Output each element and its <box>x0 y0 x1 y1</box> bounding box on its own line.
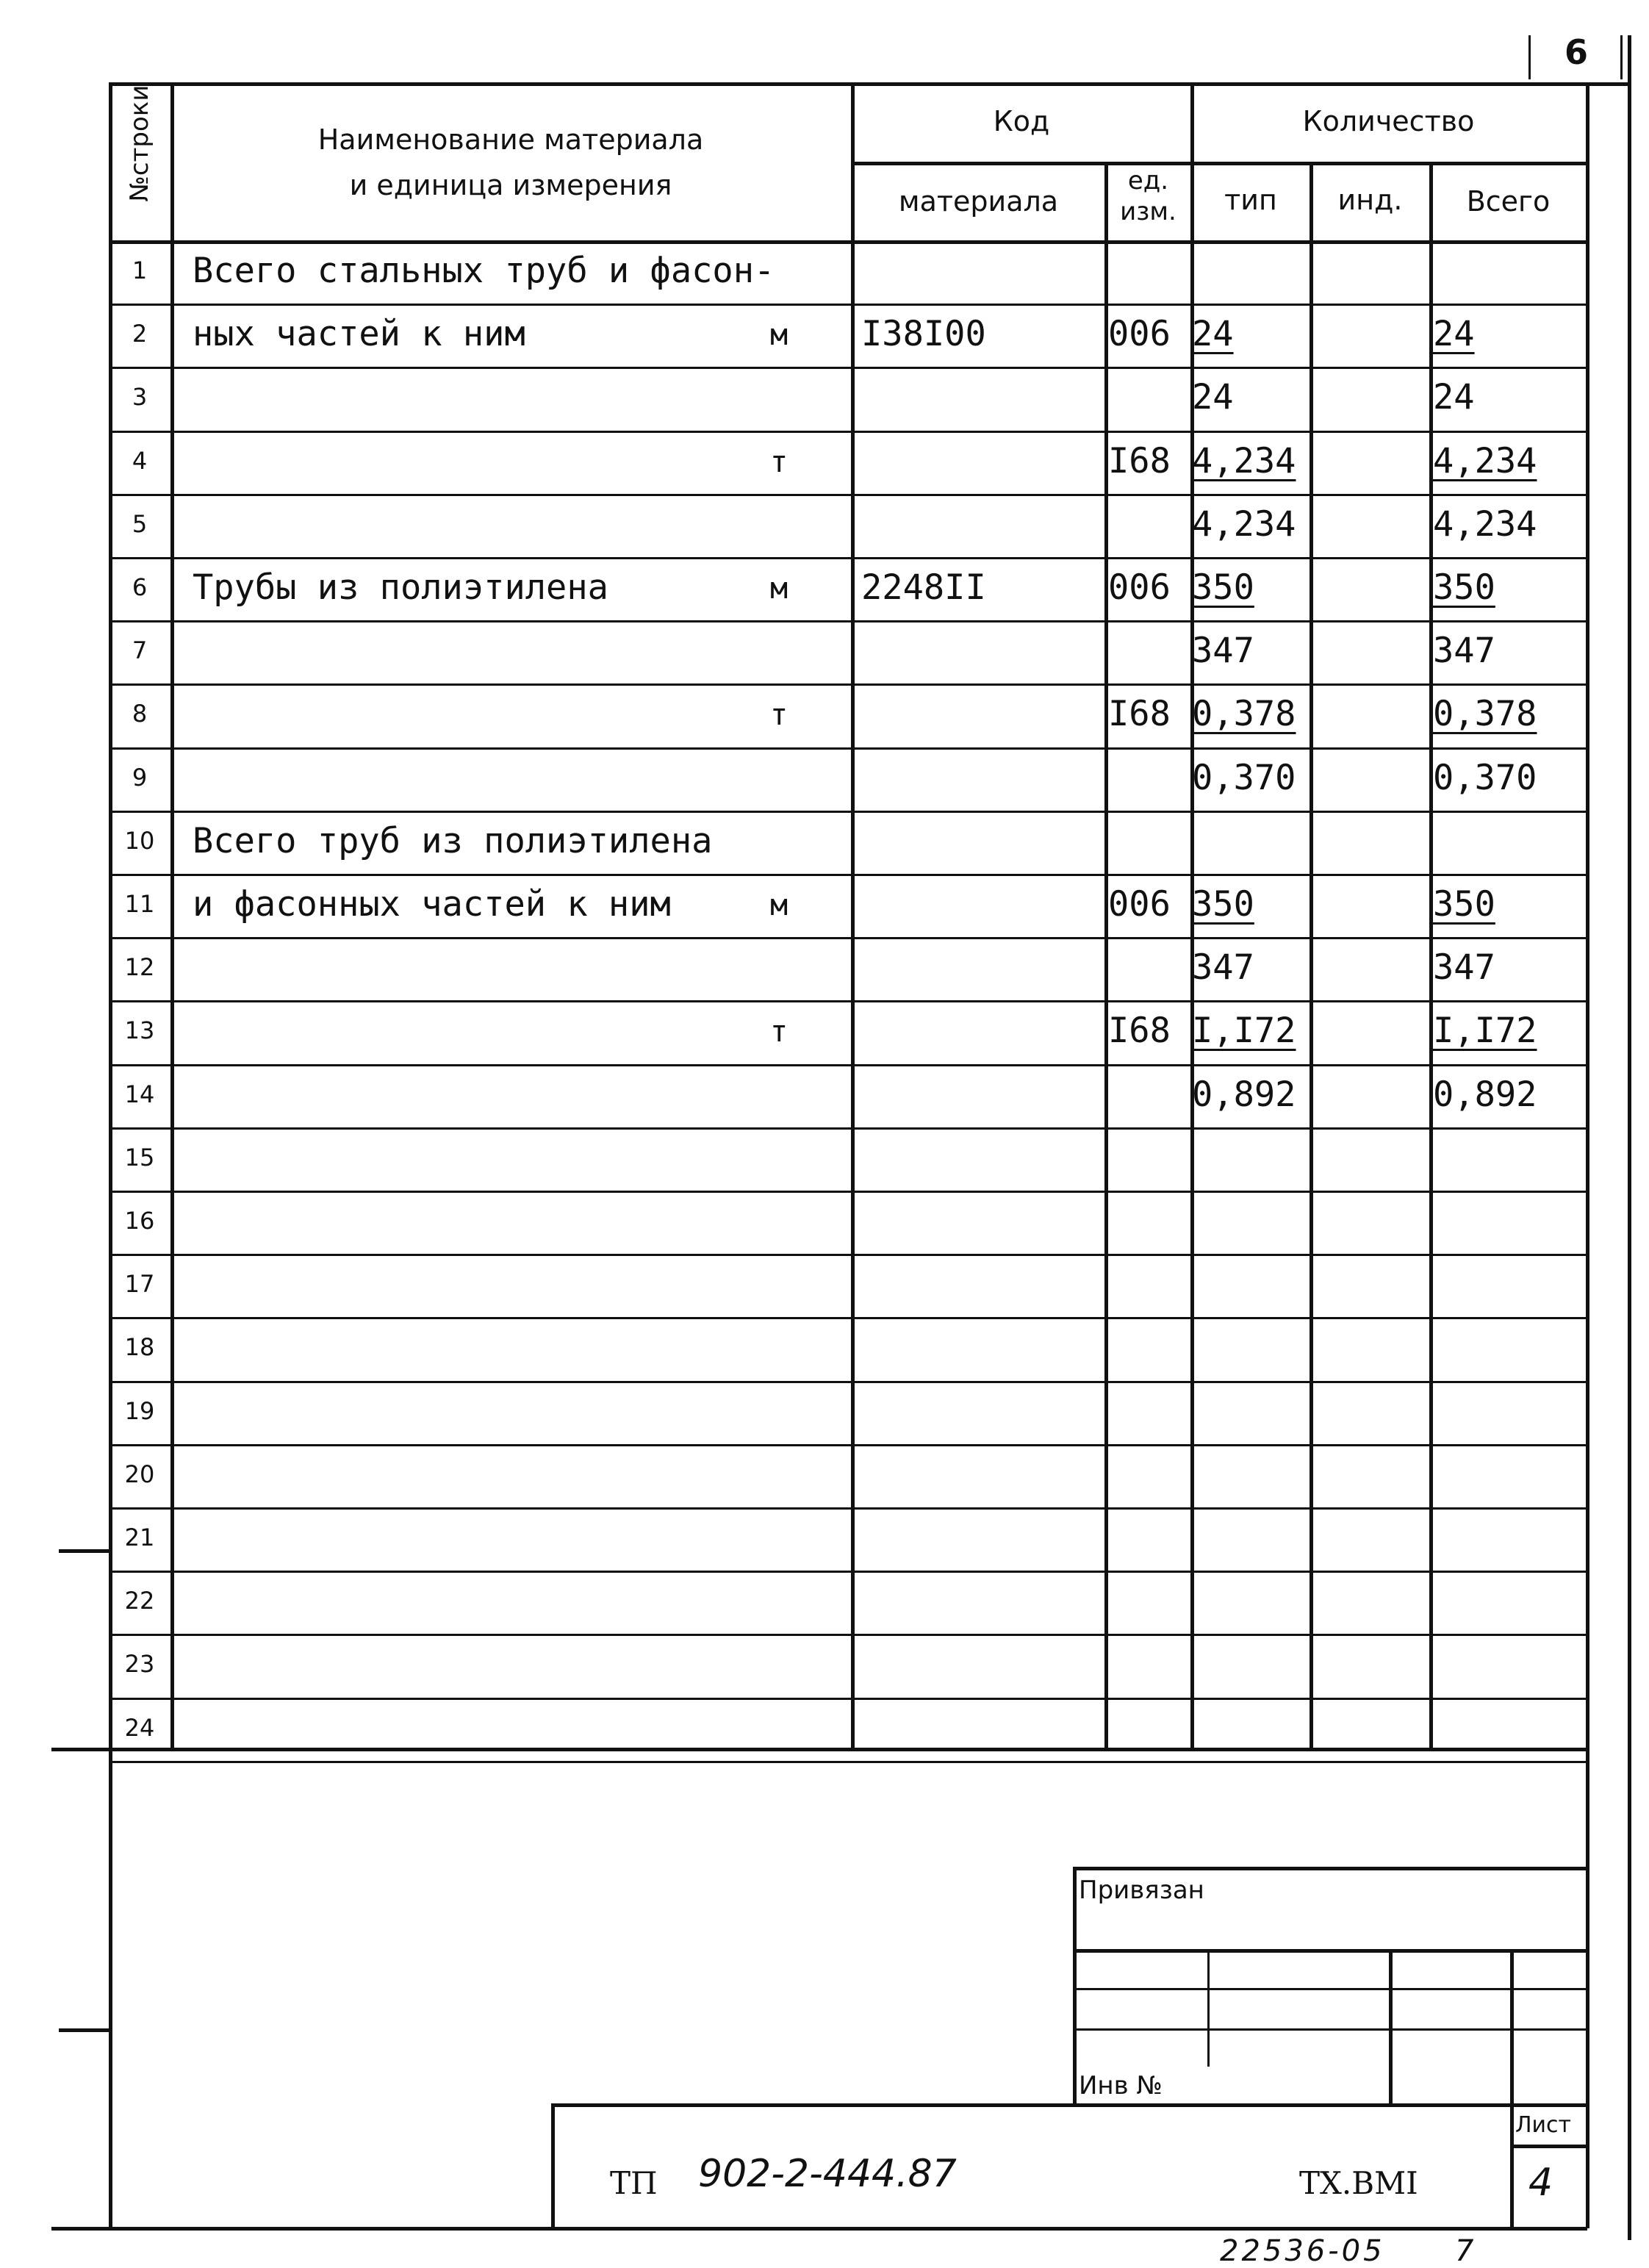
row-qty-total: I,I72 <box>1433 1011 1537 1051</box>
row-line <box>109 1761 1587 1763</box>
table-bottom <box>51 1748 1587 1751</box>
row-number: 17 <box>124 1270 155 1298</box>
row-qty-total: 24 <box>1433 377 1475 417</box>
frame-right <box>1586 82 1589 2228</box>
header-typ: тип <box>1224 184 1277 216</box>
row-number: 13 <box>124 1016 155 1044</box>
row-material-code: 2248II <box>861 567 986 608</box>
header-mid-line <box>851 162 1587 165</box>
header-unit-line2: изм. <box>1120 197 1176 226</box>
row-line <box>109 1634 1587 1636</box>
margin-tick-1 <box>59 1549 110 1553</box>
row-qty-total: 4,234 <box>1433 441 1537 481</box>
row-number: 11 <box>124 890 155 918</box>
stamp-col-1 <box>1207 1949 1210 2067</box>
row-unit-code: I68 <box>1108 441 1171 481</box>
row-qty-total: 350 <box>1433 884 1495 925</box>
row-line <box>109 1317 1587 1319</box>
row-qty-total: 24 <box>1433 314 1475 354</box>
row-unit: м <box>770 889 788 922</box>
row-line <box>109 937 1587 939</box>
row-number: 3 <box>132 383 148 411</box>
title-block-left <box>551 2103 555 2228</box>
row-line <box>109 367 1587 369</box>
stamp-doc-number: 902-2-444.87 <box>698 2152 957 2196</box>
col-line-typ <box>1310 162 1313 1749</box>
row-qty-typ: 24 <box>1192 314 1234 354</box>
row-unit-code: 006 <box>1108 314 1171 354</box>
row-qty-typ: 4,234 <box>1192 441 1296 481</box>
row-number: 6 <box>132 573 148 601</box>
page-number-box-right <box>1620 35 1623 79</box>
row-unit: м <box>770 572 788 606</box>
header-ind: инд. <box>1337 184 1403 216</box>
row-number: 8 <box>132 700 148 728</box>
header-name-line1: Наименование материала <box>317 123 704 156</box>
footer-number: 22536-05 <box>1220 2234 1385 2268</box>
row-qty-total: 0,892 <box>1433 1074 1537 1115</box>
page-number: 6 <box>1564 32 1588 72</box>
title-block-top <box>551 2103 1587 2107</box>
row-line <box>109 494 1587 496</box>
row-line <box>109 747 1587 750</box>
row-qty-typ: 0,378 <box>1192 694 1296 734</box>
header-quantity: Количество <box>1302 105 1475 137</box>
stamp-col-2 <box>1389 1949 1393 2103</box>
row-number: 20 <box>124 1460 155 1488</box>
row-number: 1 <box>132 256 148 284</box>
row-line <box>109 1381 1587 1383</box>
margin-tick-2 <box>59 2028 110 2032</box>
row-number: 7 <box>132 636 148 664</box>
row-qty-total: 347 <box>1433 947 1495 988</box>
row-qty-typ: 0,370 <box>1192 758 1296 798</box>
row-number: 5 <box>132 510 148 538</box>
row-number: 21 <box>124 1524 155 1551</box>
row-number: 14 <box>124 1080 155 1108</box>
row-unit: м <box>770 318 788 352</box>
row-unit: т <box>770 698 788 732</box>
col-line-num <box>170 82 174 1749</box>
stamp-top <box>1073 1867 1587 1870</box>
row-line <box>109 1698 1587 1700</box>
stamp-left <box>1073 1867 1077 2103</box>
row-line <box>109 1064 1587 1066</box>
row-line <box>109 1507 1587 1510</box>
row-line <box>109 1254 1587 1256</box>
sheet-label: Лист <box>1515 2112 1572 2138</box>
row-line <box>109 620 1587 622</box>
sheet-number: 4 <box>1528 2161 1553 2205</box>
stamp-tp: ТП <box>610 2165 658 2201</box>
header-code: Код <box>993 105 1050 137</box>
row-qty-typ: 347 <box>1192 947 1254 988</box>
row-unit-code: I68 <box>1108 1011 1171 1051</box>
row-material-code: I38I00 <box>861 314 986 354</box>
row-name: и фасонных частей к ним <box>193 884 671 925</box>
row-line <box>109 683 1587 686</box>
header-row-no <box>118 66 162 220</box>
row-name: Всего труб из полиэтилена <box>193 821 713 861</box>
stamp-inv-no: Инв № <box>1079 2071 1163 2100</box>
row-qty-total: 350 <box>1433 567 1495 608</box>
row-number: 12 <box>124 953 155 981</box>
row-unit-code: 006 <box>1108 567 1171 608</box>
row-line <box>109 1000 1587 1002</box>
row-qty-typ: 4,234 <box>1192 504 1296 545</box>
row-qty-typ: 350 <box>1192 884 1254 925</box>
sheet-label-line <box>1510 2145 1587 2148</box>
row-qty-total: 4,234 <box>1433 504 1537 545</box>
page-number-box-left <box>1528 35 1531 79</box>
stamp-doc-code: ТХ.ВМI <box>1299 2165 1418 2201</box>
row-unit-code: I68 <box>1108 694 1171 734</box>
row-line <box>109 431 1587 433</box>
page-edge-right <box>1628 35 1631 2240</box>
row-line <box>109 557 1587 559</box>
row-line <box>109 1571 1587 1573</box>
row-number: 23 <box>124 1650 155 1678</box>
row-line <box>109 1191 1587 1193</box>
row-unit: т <box>770 445 788 479</box>
header-name-line2: и единица измерения <box>349 169 672 201</box>
header-total: Всего <box>1466 185 1551 218</box>
stamp-privyazan: Привязан <box>1079 1876 1204 1905</box>
row-qty-typ: I,I72 <box>1192 1011 1296 1051</box>
row-number: 10 <box>124 827 155 855</box>
frame-bottom <box>51 2227 1587 2231</box>
footer-suffix: 7 <box>1455 2234 1474 2268</box>
row-name: Трубы из полиэтилена <box>193 567 608 608</box>
row-number: 18 <box>124 1333 155 1361</box>
header-material: материала <box>898 185 1059 218</box>
row-qty-total: 0,370 <box>1433 758 1537 798</box>
row-unit-code: 006 <box>1108 884 1171 925</box>
stamp-col-3 <box>1510 1949 1514 2228</box>
frame-left <box>109 82 112 2228</box>
row-name: ных частей к ним <box>193 314 525 354</box>
frame-top <box>109 82 1630 86</box>
header-unit-line1: ед. <box>1127 166 1169 195</box>
row-qty-typ: 0,892 <box>1192 1074 1296 1115</box>
row-number: 9 <box>132 764 148 792</box>
header-bottom-line <box>109 240 1587 244</box>
row-number: 19 <box>124 1397 155 1425</box>
row-number: 24 <box>124 1714 155 1742</box>
row-qty-total: 0,378 <box>1433 694 1537 734</box>
row-number: 2 <box>132 320 148 348</box>
header-row-no-text: №строки <box>125 85 154 202</box>
col-line-material <box>1104 162 1108 1749</box>
row-line <box>109 811 1587 813</box>
row-number: 15 <box>124 1144 155 1171</box>
row-qty-typ: 347 <box>1192 631 1254 671</box>
row-line <box>109 304 1587 306</box>
row-qty-typ: 350 <box>1192 567 1254 608</box>
row-line <box>109 874 1587 876</box>
row-qty-total: 347 <box>1433 631 1495 671</box>
row-number: 4 <box>132 447 148 475</box>
col-line-name <box>851 82 855 1749</box>
row-qty-typ: 24 <box>1192 377 1234 417</box>
row-line <box>109 1444 1587 1446</box>
row-number: 16 <box>124 1207 155 1235</box>
row-unit: т <box>770 1015 788 1049</box>
row-name: Всего стальных труб и фасон- <box>193 251 775 291</box>
row-number: 22 <box>124 1587 155 1615</box>
row-line <box>109 1127 1587 1130</box>
